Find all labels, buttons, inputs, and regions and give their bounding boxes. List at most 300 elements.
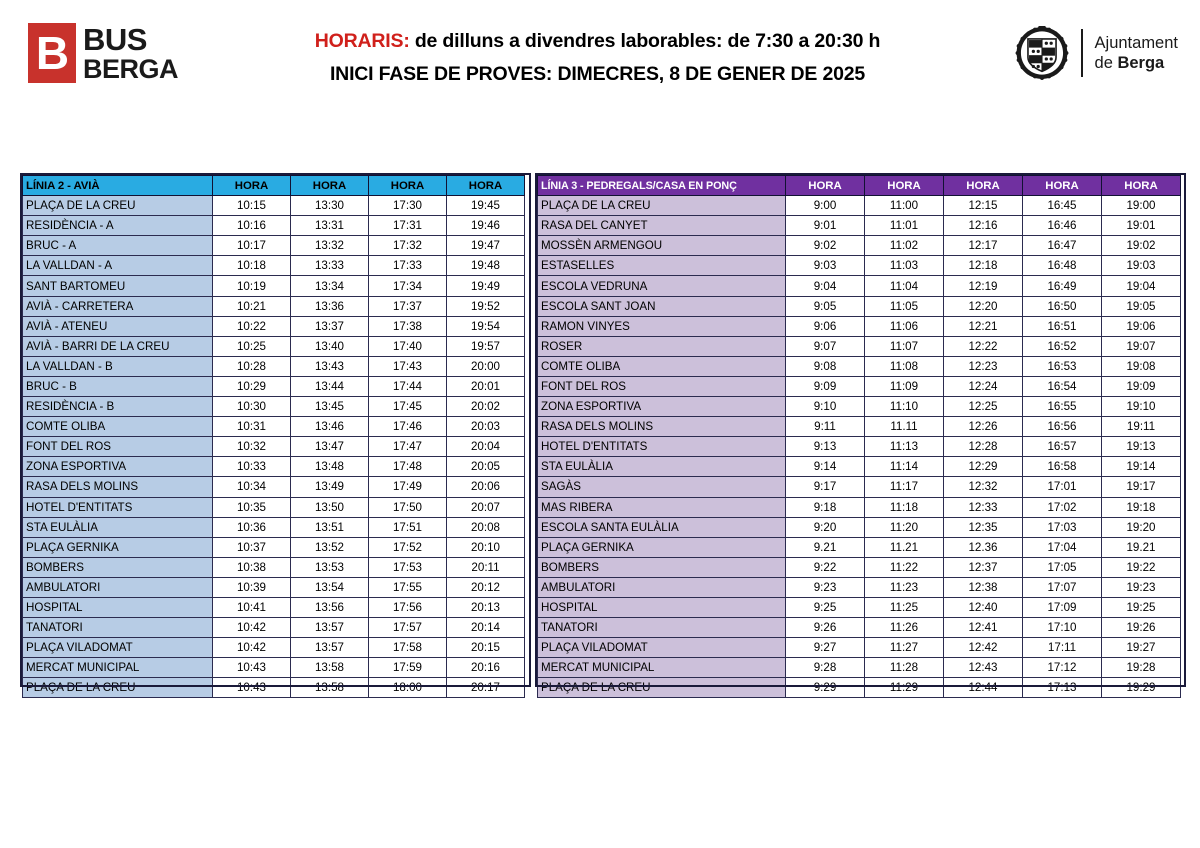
- departure-time-cell: 13:32: [291, 236, 369, 256]
- departure-time-cell: 9:26: [786, 618, 865, 638]
- departure-time-cell: 12:29: [944, 457, 1023, 477]
- departure-time-cell: 19:09: [1102, 376, 1181, 396]
- departure-time-cell: 17:43: [369, 356, 447, 376]
- departure-time-cell: 17:57: [369, 618, 447, 638]
- departure-time-cell: 20:16: [447, 658, 525, 678]
- table-row: [23, 658, 525, 678]
- departure-time-cell: 13:56: [291, 597, 369, 617]
- departure-time-cell: 10:32: [213, 437, 291, 457]
- schedule-table-linia-2-head: [23, 176, 525, 196]
- table-row: [23, 577, 525, 597]
- stop-name-cell: RASA DEL CANYET: [538, 216, 786, 236]
- departure-time-cell: 19:18: [1102, 497, 1181, 517]
- departure-time-cell: 19:14: [1102, 457, 1181, 477]
- departure-time-cell: 11:18: [865, 497, 944, 517]
- departure-time-cell: 19:05: [1102, 296, 1181, 316]
- departure-time-cell: 13:40: [291, 336, 369, 356]
- table-row: [538, 316, 1181, 336]
- departure-time-cell: 11:28: [865, 658, 944, 678]
- departure-time-cell: 11:04: [865, 276, 944, 296]
- departure-time-cell: 19:45: [447, 196, 525, 216]
- busberga-logo-wordmark: [83, 21, 179, 84]
- departure-time-cell: 9:28: [786, 658, 865, 678]
- departure-time-cell: 17:37: [369, 296, 447, 316]
- stop-name-cell: COMTE OLIBA: [23, 417, 213, 437]
- departure-time-cell: 20:10: [447, 537, 525, 557]
- departure-time-cell: 20:07: [447, 497, 525, 517]
- stop-name-cell: LA VALLDAN - B: [23, 356, 213, 376]
- departure-time-cell: 10:22: [213, 316, 291, 336]
- departure-time-cell: 10:34: [213, 477, 291, 497]
- ajuntament-de: de: [1094, 54, 1118, 72]
- departure-time-cell: 20:15: [447, 638, 525, 658]
- departure-time-cell: 9:10: [786, 397, 865, 417]
- departure-time-cell: 17:11: [1023, 638, 1102, 658]
- table-row: [23, 316, 525, 336]
- departure-time-cell: 13:49: [291, 477, 369, 497]
- stop-name-cell: PLAÇA DE LA CREU: [23, 196, 213, 216]
- schedule-table-linia-3-body: [538, 196, 1181, 698]
- departure-time-cell: 12:28: [944, 437, 1023, 457]
- departure-time-cell: 12:26: [944, 417, 1023, 437]
- table-row: [538, 457, 1181, 477]
- table-row: [23, 477, 525, 497]
- departure-time-cell: 12:20: [944, 296, 1023, 316]
- departure-time-cell: 11:20: [865, 517, 944, 537]
- departure-time-cell: 11:17: [865, 477, 944, 497]
- stop-name-cell: ESCOLA VEDRUNA: [538, 276, 786, 296]
- departure-time-cell: 12:37: [944, 557, 1023, 577]
- departure-time-cell: 16:50: [1023, 296, 1102, 316]
- ajuntament-logo: [1015, 22, 1178, 84]
- departure-time-cell: 13:34: [291, 276, 369, 296]
- departure-time-cell: 9:22: [786, 557, 865, 577]
- hora-column-header: HORA: [944, 176, 1023, 196]
- departure-time-cell: 19.21: [1102, 537, 1181, 557]
- departure-time-cell: 19:25: [1102, 597, 1181, 617]
- departure-time-cell: 11.11: [865, 417, 944, 437]
- departure-time-cell: 9:02: [786, 236, 865, 256]
- stop-name-cell: LA VALLDAN - A: [23, 256, 213, 276]
- departure-time-cell: 10:43: [213, 678, 291, 698]
- line-name-header: LÍNIA 2 - AVIÀ: [23, 176, 213, 196]
- schedule-title-line2: INICI FASE DE PROVES: DIMECRES, 8 DE GENER DE 2025: [329, 63, 866, 85]
- departure-time-cell: 16:51: [1023, 316, 1102, 336]
- departure-time-cell: 9:09: [786, 376, 865, 396]
- table-row: [23, 597, 525, 617]
- stop-name-cell: COMTE OLIBA: [538, 356, 786, 376]
- table-row: [23, 638, 525, 658]
- departure-time-cell: 19:23: [1102, 577, 1181, 597]
- departure-time-cell: 12.36: [944, 537, 1023, 557]
- departure-time-cell: 12:23: [944, 356, 1023, 376]
- departure-time-cell: 11:14: [865, 457, 944, 477]
- departure-time-cell: 17:48: [369, 457, 447, 477]
- stop-name-cell: AMBULATORI: [23, 577, 213, 597]
- table-row: [538, 336, 1181, 356]
- departure-time-cell: 13:46: [291, 417, 369, 437]
- stop-name-cell: MERCAT MUNICIPAL: [538, 658, 786, 678]
- departure-time-cell: 16:47: [1023, 236, 1102, 256]
- table-row: [23, 236, 525, 256]
- table-row: [23, 276, 525, 296]
- departure-time-cell: 12:21: [944, 316, 1023, 336]
- departure-time-cell: 9:27: [786, 638, 865, 658]
- departure-time-cell: 16:48: [1023, 256, 1102, 276]
- hora-column-header: HORA: [1023, 176, 1102, 196]
- schedule-title-block: [195, 30, 1000, 86]
- departure-time-cell: 17:01: [1023, 477, 1102, 497]
- departure-time-cell: 19:17: [1102, 477, 1181, 497]
- stop-name-cell: AMBULATORI: [538, 577, 786, 597]
- hora-column-header: HORA: [213, 176, 291, 196]
- departure-time-cell: 10:37: [213, 537, 291, 557]
- table-row: [23, 336, 525, 356]
- schedule-table-linia-2-body: [23, 196, 525, 698]
- departure-time-cell: 10:41: [213, 597, 291, 617]
- departure-time-cell: 12:33: [944, 497, 1023, 517]
- stop-name-cell: SANT BARTOMEU: [23, 276, 213, 296]
- busberga-logo-word-berga: BERGA: [83, 53, 179, 84]
- departure-time-cell: 11:10: [865, 397, 944, 417]
- ajuntament-wordmark: [1095, 33, 1178, 73]
- departure-time-cell: 12:43: [944, 658, 1023, 678]
- busberga-logo-word-bus: BUS: [83, 21, 147, 57]
- departure-time-cell: 20:08: [447, 517, 525, 537]
- departure-time-cell: 11:26: [865, 618, 944, 638]
- horaris-label: HORARIS:: [314, 30, 410, 52]
- stop-name-cell: FONT DEL ROS: [23, 437, 213, 457]
- departure-time-cell: 19:54: [447, 316, 525, 336]
- departure-time-cell: 17:31: [369, 216, 447, 236]
- departure-time-cell: 17:47: [369, 437, 447, 457]
- departure-time-cell: 11:29: [865, 678, 944, 698]
- departure-time-cell: 19:48: [447, 256, 525, 276]
- stop-name-cell: AVIÀ - ATENEU: [23, 316, 213, 336]
- departure-time-cell: 13:58: [291, 658, 369, 678]
- departure-time-cell: 20:01: [447, 376, 525, 396]
- departure-time-cell: 9.21: [786, 537, 865, 557]
- departure-time-cell: 20:03: [447, 417, 525, 437]
- stop-name-cell: RESIDÈNCIA - B: [23, 397, 213, 417]
- stop-name-cell: RAMON VINYES: [538, 316, 786, 336]
- departure-time-cell: 19:46: [447, 216, 525, 236]
- table-row: [23, 356, 525, 376]
- departure-time-cell: 10:15: [213, 196, 291, 216]
- stop-name-cell: ZONA ESPORTIVA: [23, 457, 213, 477]
- stop-name-cell: ZONA ESPORTIVA: [538, 397, 786, 417]
- departure-time-cell: 17:30: [369, 196, 447, 216]
- departure-time-cell: 11:01: [865, 216, 944, 236]
- hora-column-header: HORA: [291, 176, 369, 196]
- departure-time-cell: 19:06: [1102, 316, 1181, 336]
- departure-time-cell: 17:52: [369, 537, 447, 557]
- departure-time-cell: 13:43: [291, 356, 369, 376]
- departure-time-cell: 13:45: [291, 397, 369, 417]
- departure-time-cell: 12:42: [944, 638, 1023, 658]
- departure-time-cell: 17:09: [1023, 597, 1102, 617]
- departure-time-cell: 20:05: [447, 457, 525, 477]
- departure-time-cell: 20:13: [447, 597, 525, 617]
- departure-time-cell: 10:43: [213, 658, 291, 678]
- table-row: [23, 497, 525, 517]
- departure-time-cell: 17:49: [369, 477, 447, 497]
- stop-name-cell: PLAÇA GERNIKA: [538, 537, 786, 557]
- departure-time-cell: 9:06: [786, 316, 865, 336]
- departure-time-cell: 19:07: [1102, 336, 1181, 356]
- departure-time-cell: 19:20: [1102, 517, 1181, 537]
- departure-time-cell: 12:41: [944, 618, 1023, 638]
- table-row: [23, 256, 525, 276]
- table-row: [538, 557, 1181, 577]
- departure-time-cell: 19:10: [1102, 397, 1181, 417]
- departure-time-cell: 17:05: [1023, 557, 1102, 577]
- departure-time-cell: 13:54: [291, 577, 369, 597]
- stop-name-cell: BOMBERS: [538, 557, 786, 577]
- table-row: [23, 397, 525, 417]
- departure-time-cell: 9:18: [786, 497, 865, 517]
- table-row: [538, 417, 1181, 437]
- departure-time-cell: 12:44: [944, 678, 1023, 698]
- stop-name-cell: MOSSÈN ARMENGOU: [538, 236, 786, 256]
- stop-name-cell: PLAÇA VILADOMAT: [23, 638, 213, 658]
- departure-time-cell: 13:57: [291, 638, 369, 658]
- departure-time-cell: 9:04: [786, 276, 865, 296]
- departure-time-cell: 10:31: [213, 417, 291, 437]
- departure-time-cell: 9:13: [786, 437, 865, 457]
- departure-time-cell: 12:16: [944, 216, 1023, 236]
- departure-time-cell: 17:46: [369, 417, 447, 437]
- departure-time-cell: 17:03: [1023, 517, 1102, 537]
- departure-time-cell: 10:29: [213, 376, 291, 396]
- departure-time-cell: 19:02: [1102, 236, 1181, 256]
- horaris-detail: de dilluns a divendres laborables: de 7:30 a 20:30 h: [409, 30, 881, 52]
- departure-time-cell: 13:33: [291, 256, 369, 276]
- stop-name-cell: AVIÀ - BARRI DE LA CREU: [23, 336, 213, 356]
- departure-time-cell: 12:19: [944, 276, 1023, 296]
- departure-time-cell: 10:18: [213, 256, 291, 276]
- departure-time-cell: 19:13: [1102, 437, 1181, 457]
- departure-time-cell: 13:30: [291, 196, 369, 216]
- schedule-table-linia-3: [537, 175, 1181, 698]
- departure-time-cell: 12:32: [944, 477, 1023, 497]
- stop-name-cell: HOSPITAL: [538, 597, 786, 617]
- table-row: [23, 437, 525, 457]
- departure-time-cell: 9:23: [786, 577, 865, 597]
- table-row: [538, 597, 1181, 617]
- departure-time-cell: 17:10: [1023, 618, 1102, 638]
- table-row: [23, 537, 525, 557]
- departure-time-cell: 12:40: [944, 597, 1023, 617]
- departure-time-cell: 17:40: [369, 336, 447, 356]
- departure-time-cell: 9:11: [786, 417, 865, 437]
- departure-time-cell: 13:50: [291, 497, 369, 517]
- departure-time-cell: 10:16: [213, 216, 291, 236]
- schedule-table-linia-2: [22, 175, 525, 698]
- departure-time-cell: 9:07: [786, 336, 865, 356]
- departure-time-cell: 10:17: [213, 236, 291, 256]
- departure-time-cell: 19:28: [1102, 658, 1181, 678]
- departure-time-cell: 19:22: [1102, 557, 1181, 577]
- line-name-header: LÍNIA 3 - PEDREGALS/CASA EN PONÇ: [538, 176, 786, 196]
- table-row: [538, 537, 1181, 557]
- stop-name-cell: HOTEL D'ENTITATS: [538, 437, 786, 457]
- table-row: [538, 437, 1181, 457]
- hora-column-header: HORA: [369, 176, 447, 196]
- departure-time-cell: 17:56: [369, 597, 447, 617]
- departure-time-cell: 17:33: [369, 256, 447, 276]
- departure-time-cell: 12:38: [944, 577, 1023, 597]
- stop-name-cell: ESTASELLES: [538, 256, 786, 276]
- departure-time-cell: 10:38: [213, 557, 291, 577]
- stop-name-cell: RASA DELS MOLINS: [23, 477, 213, 497]
- departure-time-cell: 19:27: [1102, 638, 1181, 658]
- stop-name-cell: AVIÀ - CARRETERA: [23, 296, 213, 316]
- departure-time-cell: 19:49: [447, 276, 525, 296]
- departure-time-cell: 11:25: [865, 597, 944, 617]
- departure-time-cell: 11:08: [865, 356, 944, 376]
- table-row: [23, 196, 525, 216]
- departure-time-cell: 20:12: [447, 577, 525, 597]
- table-row: [538, 638, 1181, 658]
- departure-time-cell: 12:18: [944, 256, 1023, 276]
- table-row: [23, 296, 525, 316]
- departure-time-cell: 13:53: [291, 557, 369, 577]
- departure-time-cell: 16:46: [1023, 216, 1102, 236]
- table-row: [538, 256, 1181, 276]
- busberga-logo-letter: B: [35, 27, 69, 79]
- departure-time-cell: 19:03: [1102, 256, 1181, 276]
- departure-time-cell: 9:01: [786, 216, 865, 236]
- departure-time-cell: 13:51: [291, 517, 369, 537]
- departure-time-cell: 20:14: [447, 618, 525, 638]
- departure-time-cell: 10:19: [213, 276, 291, 296]
- berga-coat-of-arms-icon: [1015, 26, 1069, 80]
- departure-time-cell: 13:47: [291, 437, 369, 457]
- stop-name-cell: SAGÀS: [538, 477, 786, 497]
- stop-name-cell: PLAÇA DE LA CREU: [538, 678, 786, 698]
- departure-time-cell: 17:53: [369, 557, 447, 577]
- departure-time-cell: 11:22: [865, 557, 944, 577]
- ajuntament-line2: [1095, 53, 1178, 73]
- departure-time-cell: 17:02: [1023, 497, 1102, 517]
- departure-time-cell: 19:52: [447, 296, 525, 316]
- departure-time-cell: 9:05: [786, 296, 865, 316]
- departure-time-cell: 9:29: [786, 678, 865, 698]
- departure-time-cell: 17:38: [369, 316, 447, 336]
- departure-time-cell: 9:14: [786, 457, 865, 477]
- departure-time-cell: 19:04: [1102, 276, 1181, 296]
- departure-time-cell: 9:00: [786, 196, 865, 216]
- departure-time-cell: 9:17: [786, 477, 865, 497]
- departure-time-cell: 17:59: [369, 658, 447, 678]
- schedule-title-line1: [195, 30, 1000, 53]
- departure-time-cell: 19:00: [1102, 196, 1181, 216]
- stop-name-cell: MERCAT MUNICIPAL: [23, 658, 213, 678]
- departure-time-cell: 10:42: [213, 618, 291, 638]
- departure-time-cell: 20:00: [447, 356, 525, 376]
- table-row: [23, 376, 525, 396]
- stop-name-cell: STA EULÀLIA: [23, 517, 213, 537]
- stop-name-cell: ROSER: [538, 336, 786, 356]
- departure-time-cell: 17:32: [369, 236, 447, 256]
- departure-time-cell: 12:35: [944, 517, 1023, 537]
- departure-time-cell: 18:00: [369, 678, 447, 698]
- departure-time-cell: 10:36: [213, 517, 291, 537]
- busberga-logo: [28, 22, 180, 84]
- hora-column-header: HORA: [865, 176, 944, 196]
- departure-time-cell: 12:24: [944, 376, 1023, 396]
- stop-name-cell: FONT DEL ROS: [538, 376, 786, 396]
- departure-time-cell: 11:13: [865, 437, 944, 457]
- busberga-logo-mark: [28, 23, 76, 83]
- departure-time-cell: 19:08: [1102, 356, 1181, 376]
- table-header-row: [23, 176, 525, 196]
- departure-time-cell: 11:00: [865, 196, 944, 216]
- departure-time-cell: 20:02: [447, 397, 525, 417]
- table-row: [23, 557, 525, 577]
- table-row: [538, 658, 1181, 678]
- table-row: [23, 678, 525, 698]
- departure-time-cell: 10:35: [213, 497, 291, 517]
- departure-time-cell: 16:56: [1023, 417, 1102, 437]
- departure-time-cell: 20:17: [447, 678, 525, 698]
- table-row: [538, 216, 1181, 236]
- departure-time-cell: 11:06: [865, 316, 944, 336]
- stop-name-cell: RASA DELS MOLINS: [538, 417, 786, 437]
- table-row: [23, 457, 525, 477]
- table-row: [538, 577, 1181, 597]
- page-header: [0, 0, 1200, 115]
- stop-name-cell: PLAÇA GERNIKA: [23, 537, 213, 557]
- table-row: [23, 517, 525, 537]
- stop-name-cell: HOTEL D'ENTITATS: [23, 497, 213, 517]
- table-row: [538, 196, 1181, 216]
- departure-time-cell: 13:48: [291, 457, 369, 477]
- departure-time-cell: 13:37: [291, 316, 369, 336]
- departure-time-cell: 10:30: [213, 397, 291, 417]
- departure-time-cell: 17:07: [1023, 577, 1102, 597]
- stop-name-cell: MAS RIBERA: [538, 497, 786, 517]
- table-row: [538, 517, 1181, 537]
- hora-column-header: HORA: [447, 176, 525, 196]
- table-row: [538, 497, 1181, 517]
- departure-time-cell: 16:55: [1023, 397, 1102, 417]
- departure-time-cell: 12:15: [944, 196, 1023, 216]
- schedule-table-linia-3-head: [538, 176, 1181, 196]
- departure-time-cell: 10:42: [213, 638, 291, 658]
- departure-time-cell: 12:17: [944, 236, 1023, 256]
- departure-time-cell: 17:34: [369, 276, 447, 296]
- table-row: [538, 296, 1181, 316]
- hora-column-header: HORA: [786, 176, 865, 196]
- table-row: [538, 376, 1181, 396]
- departure-time-cell: 11:07: [865, 336, 944, 356]
- departure-time-cell: 12:22: [944, 336, 1023, 356]
- departure-time-cell: 10:39: [213, 577, 291, 597]
- departure-time-cell: 16:45: [1023, 196, 1102, 216]
- ajuntament-line1: Ajuntament: [1094, 33, 1178, 52]
- departure-time-cell: 11:23: [865, 577, 944, 597]
- stop-name-cell: BOMBERS: [23, 557, 213, 577]
- departure-time-cell: 19:57: [447, 336, 525, 356]
- departure-time-cell: 10:33: [213, 457, 291, 477]
- table-row: [538, 236, 1181, 256]
- stop-name-cell: TANATORI: [23, 618, 213, 638]
- departure-time-cell: 16:58: [1023, 457, 1102, 477]
- hora-column-header: HORA: [1102, 176, 1181, 196]
- table-row: [538, 397, 1181, 417]
